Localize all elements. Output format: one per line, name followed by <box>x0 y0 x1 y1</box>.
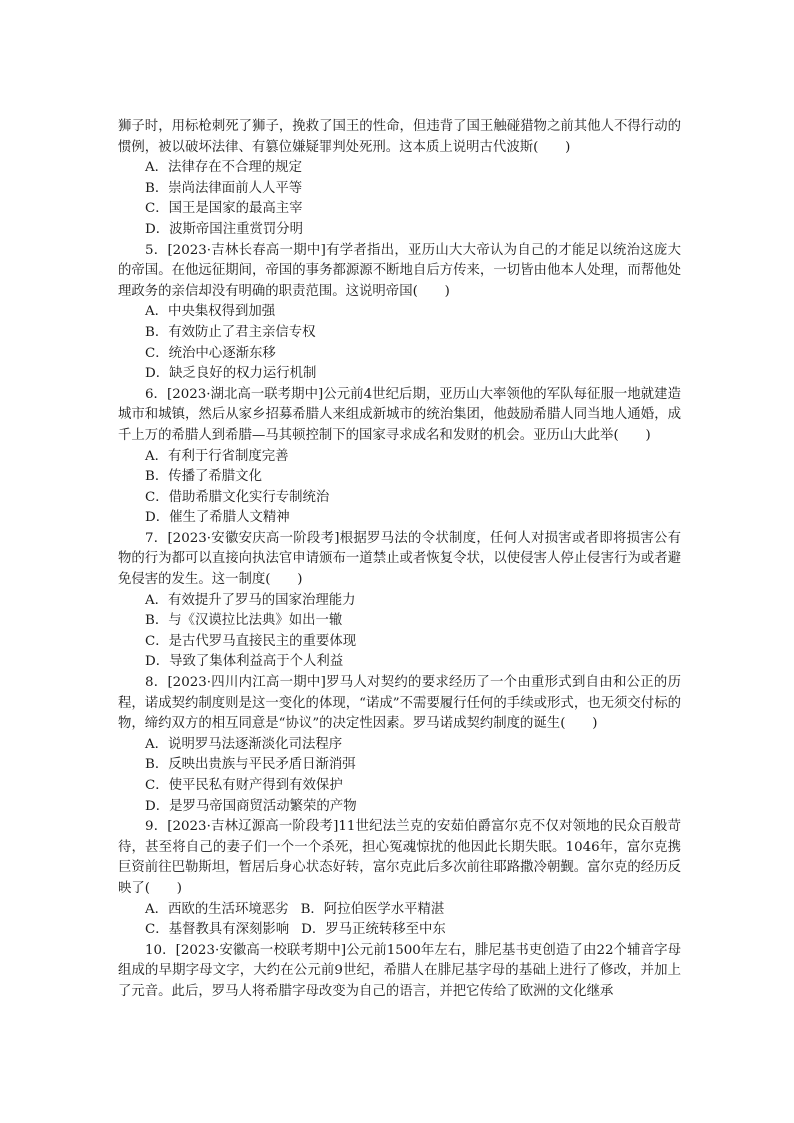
q5-stem: 5．[2023·吉林长春高一期中]有学者指出，亚历山大大帝认为自己的才能足以统治这庞大的帝国。在他远征期间，帝国的事务都源源不断地自后方传来，一切皆由他本人处理，而帮他处理政务的亲信却没有明确的职责范围。这说明帝国( ) <box>118 242 681 299</box>
q4-option-d: D．波斯帝国注重赏罚分明 <box>145 221 304 237</box>
q5-option-d: D．缺乏良好的权力运行机制 <box>145 366 317 382</box>
q5-option-c: C．统治中心逐渐东移 <box>145 345 276 361</box>
q6-option-b: B．传播了希腊文化 <box>145 469 262 485</box>
q7-stem: 7．[2023·安徽安庆高一阶段考]根据罗马法的令状制度，任何人对损害或者即将损害公有物的行为都可以直接向执法官申请颁布一道禁止或者恢复令状，以使侵害人停止侵害行为或者避免侵害的发生。这一制度( ) <box>118 530 681 588</box>
q9-option-d: D．罗马正统转移至中东 <box>301 922 446 938</box>
q5-option-a: A．中央集权得到加强 <box>145 304 276 320</box>
q7-option-a: A．有效提升了罗马的国家治理能力 <box>145 592 356 608</box>
q9-options-row-1 <box>118 900 681 921</box>
q7-option-d: D．导致了集体利益高于个人利益 <box>145 654 344 670</box>
q9-option-c: C．基督教具有深刻影响 <box>145 922 290 938</box>
q6-option-d: D．催生了希腊人文精神 <box>145 510 290 526</box>
q9-stem: 9．[2023·吉林辽源高一阶段考]11世纪法兰克的安茹伯爵富尔克不仅对领地的民众百般苛待，甚至将自己的妻子们一个一个杀死，担心冤魂惊扰的他因此长期失眠。1046年，富尔克携巨资前往巴勒斯坦，暂居后身心状态好转，富尔克此后多次前往耶路撒冷朝觐。富尔克的经历反映了( ) <box>118 819 681 896</box>
q7-option-b: B．与《汉谟拉比法典》如出一辙 <box>145 613 343 629</box>
q4-option-a: A．法律存在不合理的规定 <box>145 160 302 176</box>
q10-stem: 10．[2023·安徽高一校联考期中]公元前1500年左右，腓尼基书吏创造了由22个辅音字母组成的早期字母文字，大约在公元前9世纪，希腊人在腓尼基字母的基础上进行了修改，并加上了元音。此后，罗马人将希腊字母改变为自己的语言，并把它传给了欧洲的文化继承 <box>118 942 681 999</box>
q7-option-c: C．是古代罗马直接民主的重要体现 <box>145 633 357 649</box>
q8-option-a: A．说明罗马法逐渐淡化司法程序 <box>145 736 343 752</box>
q6-stem: 6．[2023·湖北高一联考期中]公元前4世纪后期，亚历山大率领他的军队每征服一地就建造城市和城镇，然后从家乡招募希腊人来组成新城市的统治集团，他鼓励希腊人同当地人通婚，成千上万的希腊人到希腊—马其顿控制下的国家寻求成名和发财的机会。亚历山大此举( ) <box>118 386 681 443</box>
q8-option-c: C．使平民私有财产得到有效保护 <box>145 778 343 793</box>
q8-option-b: B．反映出贵族与平民矛盾日渐消弭 <box>145 757 356 773</box>
q5-option-b: B．有效防止了君主亲信专权 <box>145 324 316 340</box>
q9-options-row-2 <box>118 920 681 941</box>
q9-option-a: A．西欧的生活环境恶劣 <box>145 901 289 917</box>
q8-option-d: D．是罗马帝国商贸活动繁荣的产物 <box>145 798 357 814</box>
q6-option-a: A．有利于行省制度完善 <box>145 448 289 464</box>
document-page <box>118 117 681 1003</box>
q9-option-b: B．阿拉伯医学水平精湛 <box>300 901 445 917</box>
q4-stem-continuation: 狮子时，用标枪刺死了狮子，挽救了国王的性命，但违背了国王触碰猎物之前其他人不得行动的惯例，被以破坏法律、有篡位嫌疑罪判处死刑。这本质上说明古代波斯( ) <box>118 119 681 155</box>
q4-option-c: C．国王是国家的最高主宰 <box>145 201 303 217</box>
q8-stem: 8．[2023·四川内江高一期中]罗马人对契约的要求经历了一个由重形式到自由和公正的历程，诺成契约制度则是这一变化的体现，“诺成”不需要履行任何的手续或形式，也无须交付标的物，缔约双方的相互同意是“协议”的决定性因素。罗马诺成契约制度的诞生( ) <box>118 675 681 732</box>
q6-option-c: C．借助希腊文化实行专制统治 <box>145 489 330 505</box>
q4-option-b: B．崇尚法律面前人人平等 <box>145 180 303 196</box>
